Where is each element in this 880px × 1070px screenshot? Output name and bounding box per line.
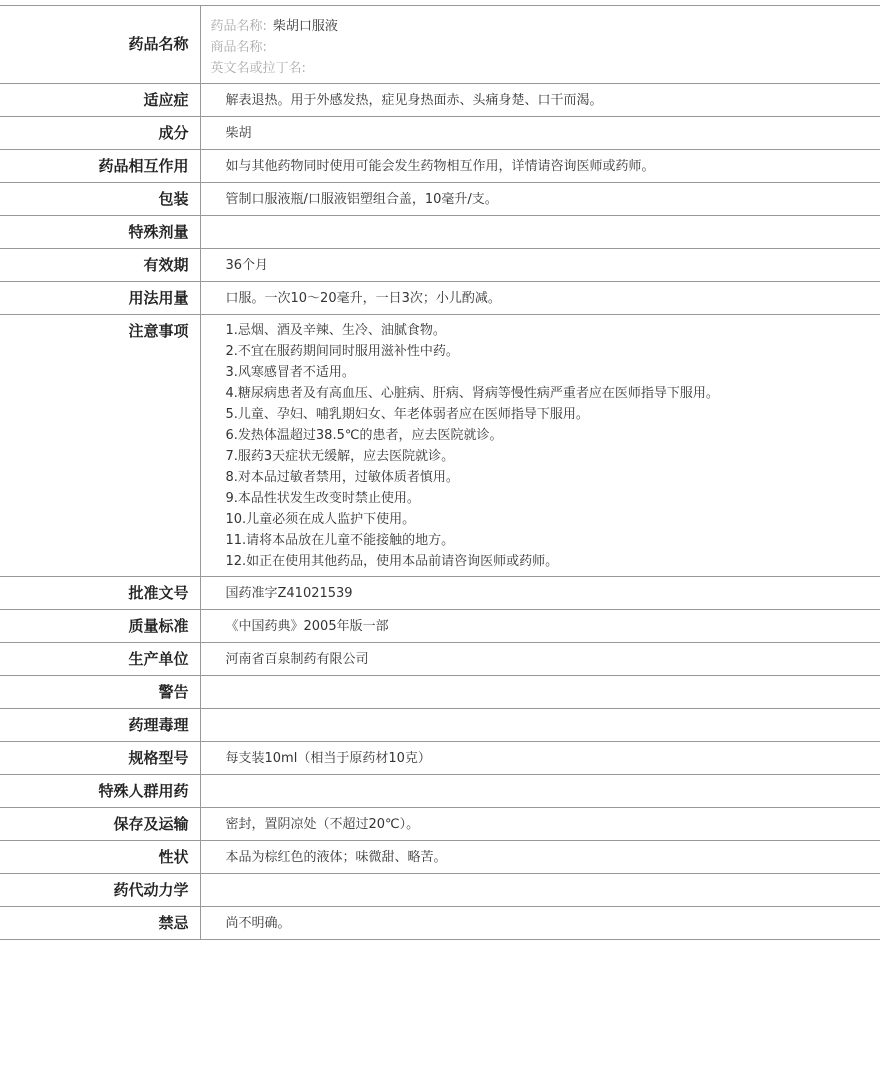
indications-row <box>0 84 880 117</box>
row-label: 警告 <box>0 676 200 709</box>
precaution-item: 6.发热体温超过38.5℃的患者，应去医院就诊。 <box>225 428 503 443</box>
precaution-item: 7.服药3天症状无缓解，应去医院就诊。 <box>225 449 455 464</box>
trade-name-key: 商品名称: <box>210 40 267 55</box>
row-value <box>200 775 880 808</box>
packaging-row <box>0 183 880 216</box>
ingredients-row <box>0 117 880 150</box>
pharmacokinetics-row <box>0 874 880 907</box>
warning-row <box>0 676 880 709</box>
drug-name-row <box>0 6 880 84</box>
row-value <box>200 676 880 709</box>
precaution-item: 5.儿童、孕妇、哺乳期妇女、年老体弱者应在医师指导下服用。 <box>225 407 589 422</box>
row-value: 河南省百泉制药有限公司 <box>200 643 880 676</box>
row-value <box>200 709 880 742</box>
drug-name-label: 药品名称 <box>0 6 200 84</box>
row-label: 药理毒理 <box>0 709 200 742</box>
row-value <box>200 874 880 907</box>
row-value: 36个月 <box>200 249 880 282</box>
row-label: 生产单位 <box>0 643 200 676</box>
trade-name-line <box>211 37 871 58</box>
row-label: 药代动力学 <box>0 874 200 907</box>
row-value: 管制口服液瓶/口服液铝塑组合盖，10毫升/支。 <box>200 183 880 216</box>
generic-name-line <box>211 16 871 37</box>
row-value: 解表退热。用于外感发热，症见身热面赤、头痛身楚、口干而渴。 <box>200 84 880 117</box>
row-value: 口服。一次10～20毫升，一日3次；小儿酌减。 <box>200 282 880 315</box>
row-value: 如与其他药物同时使用可能会发生药物相互作用，详情请咨询医师或药师。 <box>200 150 880 183</box>
row-label: 保存及运输 <box>0 808 200 841</box>
row-label: 有效期 <box>0 249 200 282</box>
appearance-row <box>0 841 880 874</box>
row-value: 《中国药典》2005年版一部 <box>200 610 880 643</box>
row-label: 特殊人群用药 <box>0 775 200 808</box>
generic-name-value: 柴胡口服液 <box>272 19 338 34</box>
storage-transport-row <box>0 808 880 841</box>
drug-interactions-row <box>0 150 880 183</box>
row-label: 适应症 <box>0 84 200 117</box>
specification-row <box>0 742 880 775</box>
precaution-item: 10.儿童必须在成人监护下使用。 <box>225 512 416 527</box>
precaution-item: 11.请将本品放在儿童不能接触的地方。 <box>225 533 455 548</box>
dosage-row <box>0 282 880 315</box>
manufacturer-row <box>0 643 880 676</box>
row-label: 性状 <box>0 841 200 874</box>
row-value: 柴胡 <box>200 117 880 150</box>
special-populations-row <box>0 775 880 808</box>
row-label: 药品相互作用 <box>0 150 200 183</box>
precaution-item: 3.风寒感冒者不适用。 <box>225 365 355 380</box>
pharmacology-toxicology-row <box>0 709 880 742</box>
row-value: 密封，置阴凉处（不超过20℃）。 <box>200 808 880 841</box>
row-label: 批准文号 <box>0 577 200 610</box>
precaution-item: 9.本品性状发生改变时禁止使用。 <box>225 491 420 506</box>
precaution-item: 4.糖尿病患者及有高血压、心脏病、肝病、肾病等慢性病严重者应在医师指导下服用。 <box>225 386 719 401</box>
precaution-item: 2.不宜在服药期间同时服用滋补性中药。 <box>225 344 459 359</box>
english-name-line <box>211 58 871 79</box>
row-value: 每支装10ml（相当于原药材10克） <box>200 742 880 775</box>
row-value: 尚不明确。 <box>200 907 880 940</box>
precautions-list <box>200 315 880 577</box>
row-label: 质量标准 <box>0 610 200 643</box>
precaution-item: 1.忌烟、酒及辛辣、生冷、油腻食物。 <box>225 323 446 338</box>
precautions-label: 注意事项 <box>0 315 200 577</box>
row-label: 成分 <box>0 117 200 150</box>
quality-standard-row <box>0 610 880 643</box>
precaution-item: 12.如正在使用其他药品，使用本品前请咨询医师或药师。 <box>225 554 559 569</box>
row-value: 本品为棕红色的液体；味微甜、略苦。 <box>200 841 880 874</box>
shelf-life-row <box>0 249 880 282</box>
drug-name-values <box>200 6 880 84</box>
row-value: 国药准字Z41021539 <box>200 577 880 610</box>
row-label: 禁忌 <box>0 907 200 940</box>
generic-name-key: 药品名称: <box>210 19 267 34</box>
row-label: 包装 <box>0 183 200 216</box>
approval-number-row <box>0 577 880 610</box>
special-dosage-row <box>0 216 880 249</box>
english-name-key: 英文名或拉丁名: <box>210 61 306 76</box>
row-label: 规格型号 <box>0 742 200 775</box>
row-label: 用法用量 <box>0 282 200 315</box>
precaution-item: 8.对本品过敏者禁用，过敏体质者慎用。 <box>225 470 459 485</box>
contraindications-row <box>0 907 880 940</box>
precautions-row <box>0 315 880 577</box>
row-label: 特殊剂量 <box>0 216 200 249</box>
drug-spec-table <box>0 5 880 940</box>
row-value <box>200 216 880 249</box>
